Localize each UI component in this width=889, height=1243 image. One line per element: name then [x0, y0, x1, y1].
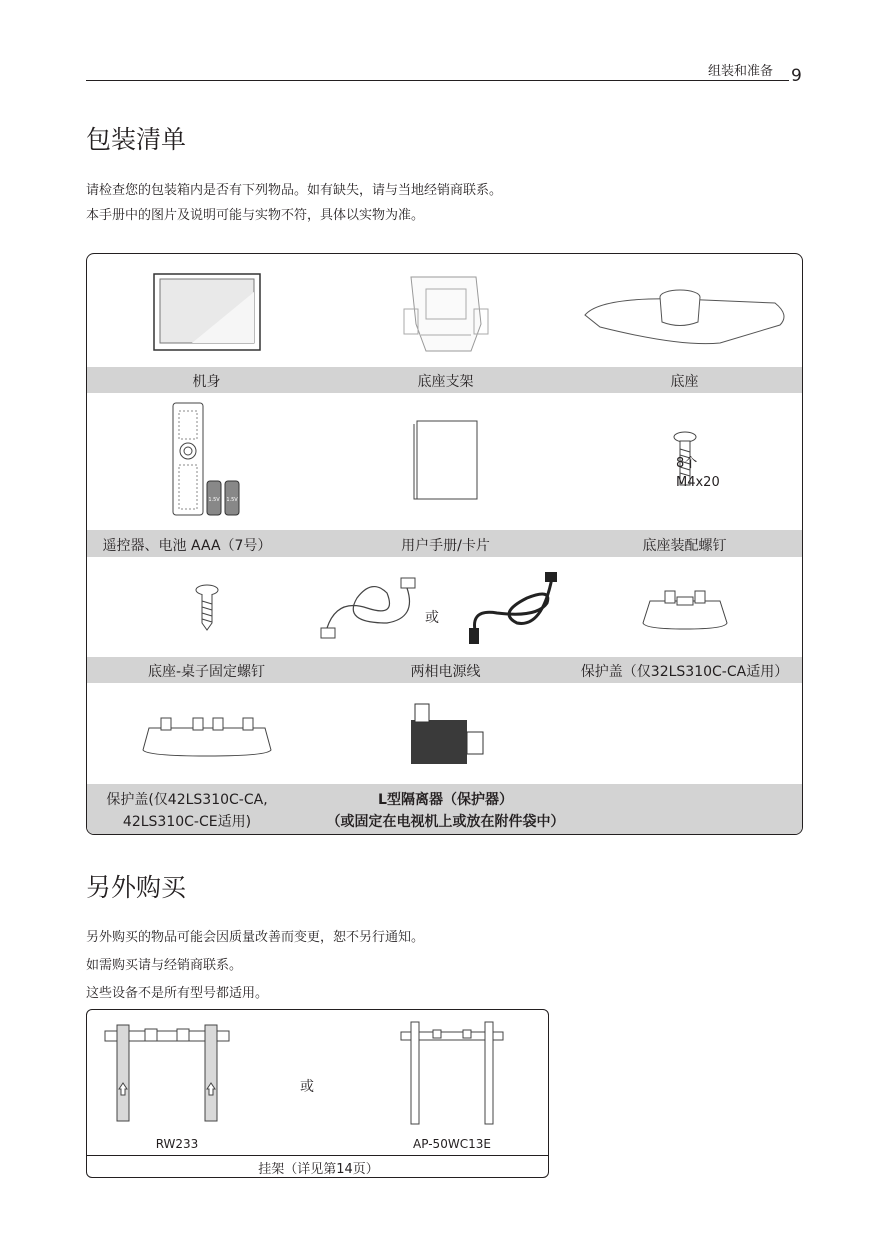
manual-label: 用户手册/卡片	[401, 538, 490, 554]
stand-base-image	[565, 262, 803, 362]
battery-label-2: 1.5V	[225, 497, 238, 503]
header-rule	[86, 80, 789, 81]
protective-cover-multi-label-1: 保护盖(仅42LS310C-CA,	[106, 792, 268, 808]
stand-bracket-label: 底座支架	[417, 374, 474, 390]
separate-intro-2: 如需购买请与经销商联系。	[86, 958, 243, 973]
package-title: 包装清单	[86, 125, 187, 154]
desk-screw-image	[87, 560, 326, 656]
remote-label: 遥控器、电池 AAA（7号）	[102, 538, 272, 554]
page-number: 9	[791, 66, 802, 86]
protective-cover-multi-image	[87, 689, 326, 781]
package-contents-table	[86, 253, 803, 835]
separate-intro-1: 另外购买的物品可能会因质量改善而变更，恕不另行通知。	[86, 930, 425, 945]
stand-base-label: 底座	[670, 374, 699, 390]
remote-image	[87, 399, 326, 519]
wall-mount-or: 或	[300, 1079, 314, 1095]
protective-cover-single-label: 保护盖（仅32LS310C-CA适用）	[580, 664, 789, 680]
separate-purchase-title: 另外购买	[86, 873, 187, 902]
battery-label-1: 1.5V	[207, 497, 220, 503]
tv-image	[87, 262, 326, 362]
stand-bracket-image	[326, 262, 565, 362]
wall-mount-ap50wc13e-image	[387, 1016, 517, 1130]
tv-label: 机身	[192, 374, 221, 390]
power-cord-or: 或	[425, 610, 439, 626]
wall-mount-rw233-image	[97, 1018, 237, 1128]
separate-intro-3: 这些设备不是所有型号都适用。	[86, 986, 269, 1001]
isolator-label-2: （或固定在电视机上或放在附件袋中）	[326, 814, 565, 830]
package-intro-1: 请检查您的包装箱内是否有下列物品。如有缺失，请与当地经销商联系。	[86, 183, 503, 198]
wall-mount-rw233-label: RW233	[155, 1137, 199, 1151]
desk-screw-label: 底座-桌子固定螺钉	[147, 664, 266, 680]
wall-mount-table	[86, 1009, 549, 1178]
l-isolator-image	[326, 689, 565, 781]
power-cord-black-image	[457, 560, 567, 656]
protective-cover-single-image	[565, 560, 803, 656]
stand-screw-size: M4x20	[676, 475, 720, 490]
stand-screw-count: 8个	[676, 456, 698, 471]
power-cord-label: 两相电源线	[410, 664, 481, 680]
stand-screws-label: 底座装配螺钉	[642, 538, 727, 554]
header-section-title: 组装和准备	[707, 64, 773, 79]
protective-cover-multi-label-2: 42LS310C-CE适用)	[122, 814, 252, 830]
wall-mount-caption: 挂架（详见第14页）	[258, 1162, 379, 1177]
wall-mount-ap50wc13e-label: AP-50WC13E	[413, 1137, 491, 1151]
isolator-label-1: L型隔离器（保护器）	[378, 792, 513, 808]
wall-mount-divider	[87, 1155, 548, 1156]
manual-image	[326, 399, 565, 519]
power-cord-white-image	[317, 560, 427, 656]
package-intro-2: 本手册中的图片及说明可能与实物不符，具体以实物为准。	[86, 208, 425, 223]
